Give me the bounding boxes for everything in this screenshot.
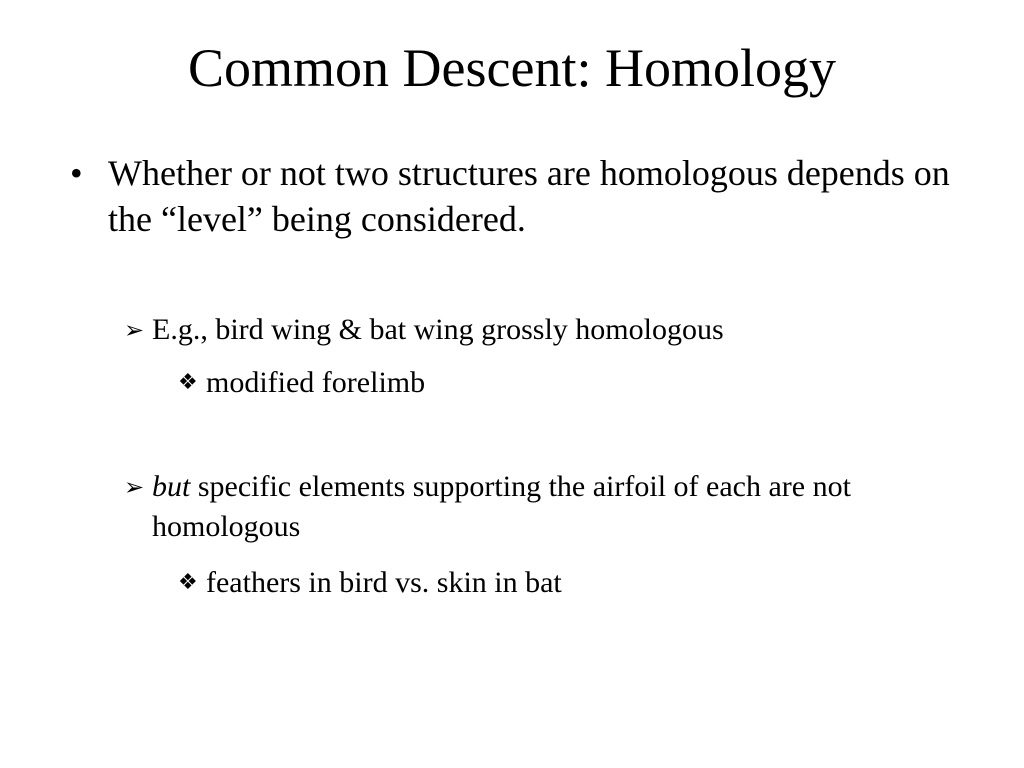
sub-bullet-item bbox=[124, 310, 944, 350]
bullet-dot-icon: • bbox=[70, 153, 83, 193]
diamond-icon: ❖ bbox=[178, 570, 198, 595]
slide-title: Common Descent: Homology bbox=[188, 38, 836, 98]
emphasis-text: but bbox=[152, 470, 191, 503]
bullet-item bbox=[70, 150, 990, 242]
arrowhead-icon: ➢ bbox=[124, 316, 145, 344]
diamond-icon: ❖ bbox=[178, 370, 198, 395]
sub-bullet-item bbox=[124, 467, 944, 547]
sub-bullet-text bbox=[152, 467, 944, 547]
sub-bullet-rest-text: specific elements supporting the airfoil of each are not homologous bbox=[152, 470, 851, 543]
sub-sub-bullet-item bbox=[178, 563, 938, 603]
sub-sub-bullet-item bbox=[178, 363, 938, 403]
bullet-text: Whether or not two structures are homologous depends on the “level” being considered. bbox=[108, 153, 950, 239]
arrowhead-icon: ➢ bbox=[124, 473, 145, 501]
sub-sub-bullet-text: modified forelimb bbox=[206, 366, 426, 399]
sub-sub-bullet-text: feathers in bird vs. skin in bat bbox=[206, 566, 562, 599]
sub-bullet-text: E.g., bird wing & bat wing grossly homologous bbox=[152, 313, 724, 346]
